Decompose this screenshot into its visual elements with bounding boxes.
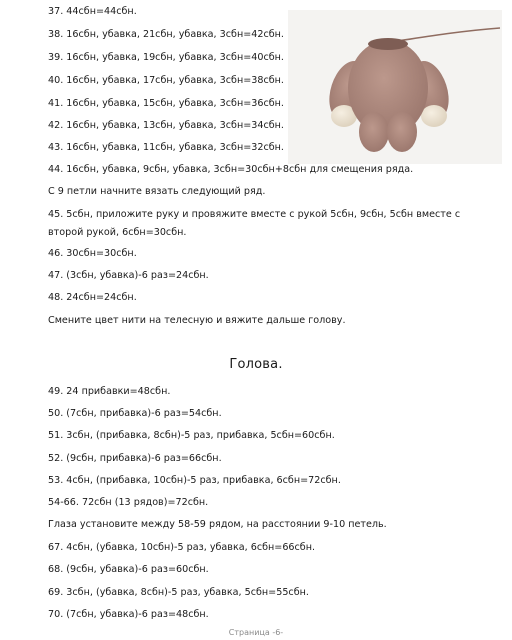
pattern-row: 45. 5сбн, приложите руку и провяжите вместе с рукой 5сбн, 9сбн, 5сбн вместе с второй рукой, 6сбн=30сбн. [48, 209, 461, 238]
instruction-note: С 9 петли начните вязать следующий ряд. [48, 186, 266, 197]
pattern-row: 48. 24сбн=24сбн. [48, 292, 137, 303]
pattern-row: 42. 16сбн, убавка, 13сбн, убавка, 3сбн=34сбн. [48, 120, 284, 131]
pattern-row: 68. (9сбн, убавка)-6 раз=60сбн. [48, 564, 209, 575]
pattern-row: 41. 16сбн, убавка, 15сбн, убавка, 3сбн=36сбн. [48, 98, 284, 109]
pattern-row: 51. 3сбн, (прибавка, 8сбн)-5 раз, прибавка, 5сбн=60сбн. [48, 430, 335, 441]
pattern-row: 52. (9сбн, прибавка)-6 раз=66сбн. [48, 453, 222, 464]
pattern-row: 67. 4сбн, (убавка, 10сбн)-5 раз, убавка, 6сбн=66сбн. [48, 542, 316, 553]
pattern-row: 49. 24 прибавки=48сбн. [48, 386, 171, 397]
pattern-row: 50. (7сбн, прибавка)-6 раз=54сбн. [48, 408, 222, 419]
pattern-row: 54-66. 72сбн (13 рядов)=72сбн. [48, 497, 209, 508]
pattern-row: 38. 16сбн, убавка, 21сбн, убавка, 3сбн=42сбн. [48, 29, 284, 40]
page-number: Страница -6- [228, 628, 284, 637]
pattern-row: 43. 16сбн, убавка, 11сбн, убавка, 3сбн=32сбн. [48, 142, 284, 153]
instruction-note: Смените цвет нити на телесную и вяжите дальше голову. [48, 315, 346, 326]
pattern-row: 47. (3сбн, убавка)-6 раз=24сбн. [48, 270, 209, 281]
pattern-row: 53. 4сбн, (прибавка, 10сбн)-5 раз, прибавка, 6сбн=72сбн. [48, 475, 341, 486]
pattern-row: 37. 44сбн=44сбн. [48, 6, 137, 17]
pattern-row: 39. 16сбн, убавка, 19сбн, убавка, 3сбн=40сбн. [48, 52, 284, 63]
pattern-row: 70. (7сбн, убавка)-6 раз=48сбн. [48, 609, 209, 620]
instruction-note: Глаза установите между 58-59 рядом, на расстоянии 9-10 петель. [48, 519, 387, 530]
pattern-row: 69. 3сбн, (убавка, 8сбн)-5 раз, убавка, 5сбн=55сбн. [48, 587, 309, 598]
pattern-row: 46. 30сбн=30сбн. [48, 248, 137, 259]
pattern-row: 40. 16сбн, убавка, 17сбн, убавка, 3сбн=38сбн. [48, 75, 284, 86]
amigurumi-photo [288, 10, 502, 164]
pattern-row: 44. 16сбн, убавка, 9сбн, убавка, 3сбн=30сбн+8сбн для смещения ряда. [48, 164, 414, 175]
section-heading: Голова. [229, 357, 283, 372]
